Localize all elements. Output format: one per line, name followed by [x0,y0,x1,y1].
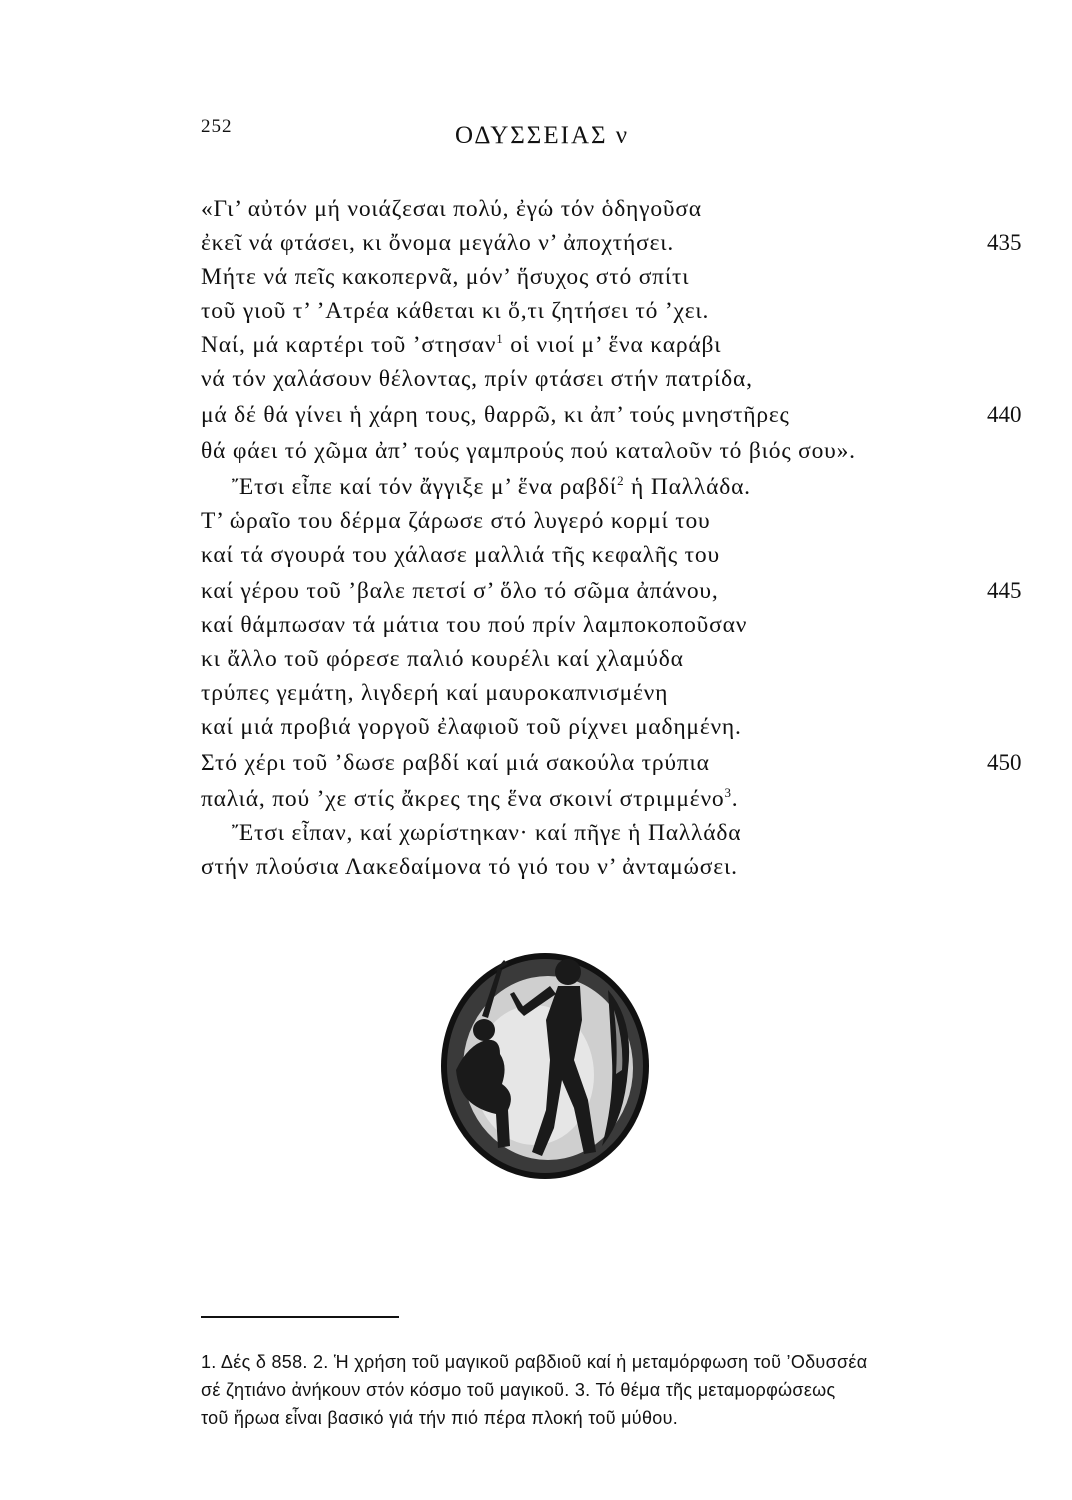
verse-line [0,402,1072,436]
footnote-ref: 1 [496,331,504,347]
verse-line [0,508,1072,542]
line-number: 445 [987,578,1022,603]
verse-text: νά τόν χαλάσουν θέλοντας, πρίν φτάσει στήν πατρίδα, [201,366,753,392]
verse-line [0,474,1072,508]
verse-text: Τ’ ὡραῖο του δέρμα ζάρωσε στό λυγερό κορμί του [201,508,711,534]
verse-text: Μήτε νά πεῖς κακοπερνᾶ, μόν’ ἥσυχος στό σπίτι [201,264,690,290]
verse-line [0,646,1072,680]
verse-text: τρύπες γεμάτη, λιγδερή καί μαυροκαπνισμένη [201,680,669,706]
verse-text: ἐκεῖ νά φτάσει, κι ὄνομα μεγάλο ν’ ἀποχτήσει. [201,230,675,256]
verse-text: κι ἄλλο τοῦ φόρεσε παλιό κουρέλι καί χλαμύδα [201,646,684,672]
line-number: 435 [987,230,1022,255]
verse-text [201,786,738,813]
verse-line [0,264,1072,298]
verse-text: τοῦ γιοῦ τ’ ’Ατρέα κάθεται κι ὅ,τι ζητήσει τό ’χει. [201,298,710,324]
verse-text: καί θάμπωσαν τά μάτια του πού πρίν λαμποκοποῦσαν [201,612,748,638]
verse-line [0,332,1072,366]
verse-line [0,820,1072,854]
running-title: ΟΔΥΣΣΕΙΑΣ ν [455,122,630,149]
verse-text-part: . [731,786,739,812]
verse-line [0,578,1072,612]
verse-line [0,854,1072,888]
verse-line [0,680,1072,714]
verse-text: «Γι’ αὐτόν μή νοιάζεσαι πολύ, ἐγώ τόν ὁδηγοῦσα [201,196,702,222]
verse-line [0,298,1072,332]
verse-text: μά δέ θά γίνει ἡ χάρη τους, θαρρῶ, κι ἀπ’ τούς μνηστῆρες [201,402,790,428]
footnote-divider [201,1316,399,1318]
line-number: 440 [987,402,1022,427]
verse-text: στήν πλούσια Λακεδαίμονα τό γιό του ν’ ἀνταμώσει. [201,854,738,880]
verse-line [0,750,1072,784]
verse-line [0,366,1072,400]
footnote-line: σέ ζητιάνο ἀνήκουν στόν κόσμο τοῦ μαγικοῦ. 3. Τό θέμα τῆς μεταμορφώσεως [201,1380,836,1400]
verse-line [0,714,1072,748]
verse-line [0,230,1072,264]
verse-text [201,332,721,359]
footnote-line: 1. Δές δ 858. 2. Ἡ χρήση τοῦ μαγικοῦ ραβδιοῦ καί ἡ μεταμόρφωση τοῦ ’Οδυσσέα [201,1352,868,1372]
page-number: 252 [201,116,233,137]
footnote-ref: 2 [617,473,625,489]
verse-line [0,786,1072,820]
verse-text: καί μιά προβιά γοργοῦ ἐλαφιοῦ τοῦ ρίχνει μαδημένη. [201,714,742,740]
verse-text: Ἔτσι εἶπαν, καί χωρίστηκαν· καί πῆγε ἡ Παλλάδα [232,820,742,846]
verse-text: Στό χέρι τοῦ ’δωσε ραβδί καί μιά σακούλα τρύπια [201,750,710,776]
verse-text-part: οἱ νιοί μ’ ἕνα καράβι [503,332,722,358]
verse-text-part: παλιά, πού ’χε στίς ἄκρες της ἕνα σκοινί στριμμένο [201,786,725,812]
verse-line [0,196,1072,230]
verse-text-part: Ναί, μά καρτέρι τοῦ ’στησαν [201,332,497,358]
minoan-seal-ring-icon [438,950,652,1182]
verse-text-part: Ἔτσι εἶπε καί τόν ἄγγιξε μ’ ἕνα ραβδί [232,474,618,500]
verse-text: καί τά σγουρά του χάλασε μαλλιά τῆς κεφαλῆς του [201,542,720,568]
verse-text [232,474,751,501]
verse-text: θά φάει τό χῶμα ἀπ’ τούς γαμπρούς πού καταλοῦν τό βιός σου». [201,438,856,464]
verse-line [0,438,1072,472]
footnote-ref: 3 [724,785,732,801]
footnote-line: τοῦ ἥρωα εἶναι βασικό γιά τήν πιό πέρα πλοκή τοῦ μύθου. [201,1408,679,1428]
line-number: 450 [987,750,1022,775]
verse-text: καί γέρου τοῦ ’βαλε πετσί σ’ ὅλο τό σῶμα ἀπάνου, [201,578,719,604]
verse-text-part: ἡ Παλλάδα. [624,474,751,500]
verse-line [0,542,1072,576]
verse-line [0,612,1072,646]
